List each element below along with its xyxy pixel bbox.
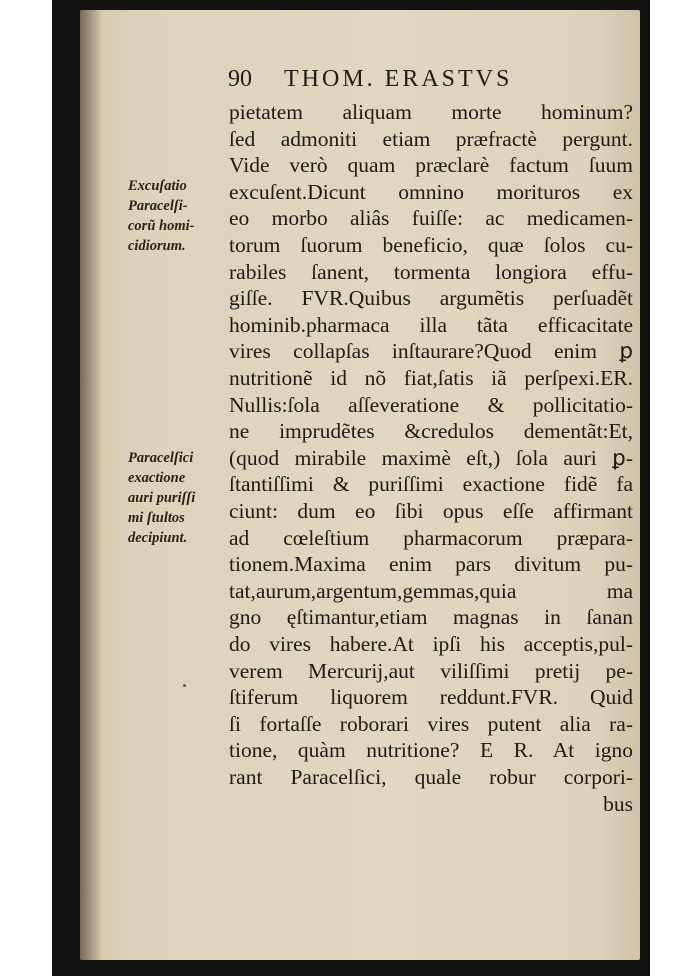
text-line: tat,aurum,argentum,gemmas,quia ma xyxy=(229,578,633,603)
text-line: eo morbo aliâs fuiſſe: ac medicamen- xyxy=(229,206,633,231)
margin-note-line: decipiunt. xyxy=(128,530,188,546)
text-line: rabiles ſanent, tormenta longiora effu- xyxy=(229,259,633,284)
text-line: ſed admoniti etiam præfractè pergunt. xyxy=(229,126,633,151)
text-line: tione, quàm nutritione? E R. At igno xyxy=(229,738,633,763)
margin-note-line: Paracelſici xyxy=(128,450,194,466)
text-line: Vide verò quam præclarè factum ſuum xyxy=(229,153,633,178)
margin-note-line: cidiorum. xyxy=(128,238,186,254)
gutter-shadow xyxy=(80,10,102,960)
text-line: do vires habere.At ipſi his acceptis,pul- xyxy=(229,632,633,656)
text-line: tionem.Maxima enim pars divitum pu- xyxy=(229,552,633,577)
page-number: 90 xyxy=(228,66,252,92)
margin-note-paracelsici xyxy=(128,448,226,548)
text-line: verem Mercurij,aut viliſſimi pretij pe- xyxy=(229,658,633,683)
text-line: ſtiferum liquorem reddunt.FVR. Quid xyxy=(229,685,633,710)
text-line: bus xyxy=(603,791,633,816)
text-line: giſſe. FVR.Quibus argumẽtis perſuadẽt xyxy=(229,286,633,311)
text-line: ad cœleſtium pharmacorum præpara- xyxy=(229,525,633,550)
text-line: vires collapſas inſtaurare?Quod enim ꝑ xyxy=(229,339,633,364)
text-line: ciunt: dum eo ſibi opus eſſe affirmant xyxy=(229,499,633,523)
text-line: ſtantiſſimi & puriſſimi exactione fidẽ fa xyxy=(229,472,633,497)
text-line: ſi fortaſſe roborari vires putent alia ra- xyxy=(229,711,633,736)
text-line: (quod mirabile maximè eſt,) ſola auri ꝑ- xyxy=(229,445,633,470)
text-line: rant Paracelſici, quale robur corpori- xyxy=(229,765,633,789)
text-line: ne imprudẽtes &credulos dementãt:Et, xyxy=(229,419,633,444)
margin-note-excusatio xyxy=(128,176,226,256)
text-line: torum ſuorum beneficio, quæ ſolos cu- xyxy=(229,233,633,257)
text-line: excuſent.Dicunt omnino morituros ex xyxy=(229,179,633,204)
text-line: nutritionẽ id nõ fiat,ſatis iã perſpexi.ER. xyxy=(229,366,633,390)
margin-note-line: Paracelſi- xyxy=(128,198,188,214)
text-line: gno ęſtimantur,etiam magnas in ſanan xyxy=(229,605,633,630)
ink-speck xyxy=(183,684,186,687)
margin-note-line: auri puriſſi xyxy=(128,490,196,506)
margin-note-line: corũ homi- xyxy=(128,218,195,234)
text-line: hominib.pharmaca illa tãta efficacitate xyxy=(229,312,633,337)
text-line: Nullis:ſola aſſeveratione & pollicitatio- xyxy=(229,392,633,417)
margin-note-line: Excuſatio xyxy=(128,178,187,194)
running-head xyxy=(228,66,512,93)
margin-note-line: exactione xyxy=(128,470,186,486)
text-line: pietatem aliquam morte hominum? xyxy=(229,100,633,124)
margin-note-line: mi ſtultos xyxy=(128,510,185,526)
running-head-title: THOM. ERASTVS xyxy=(284,66,513,92)
